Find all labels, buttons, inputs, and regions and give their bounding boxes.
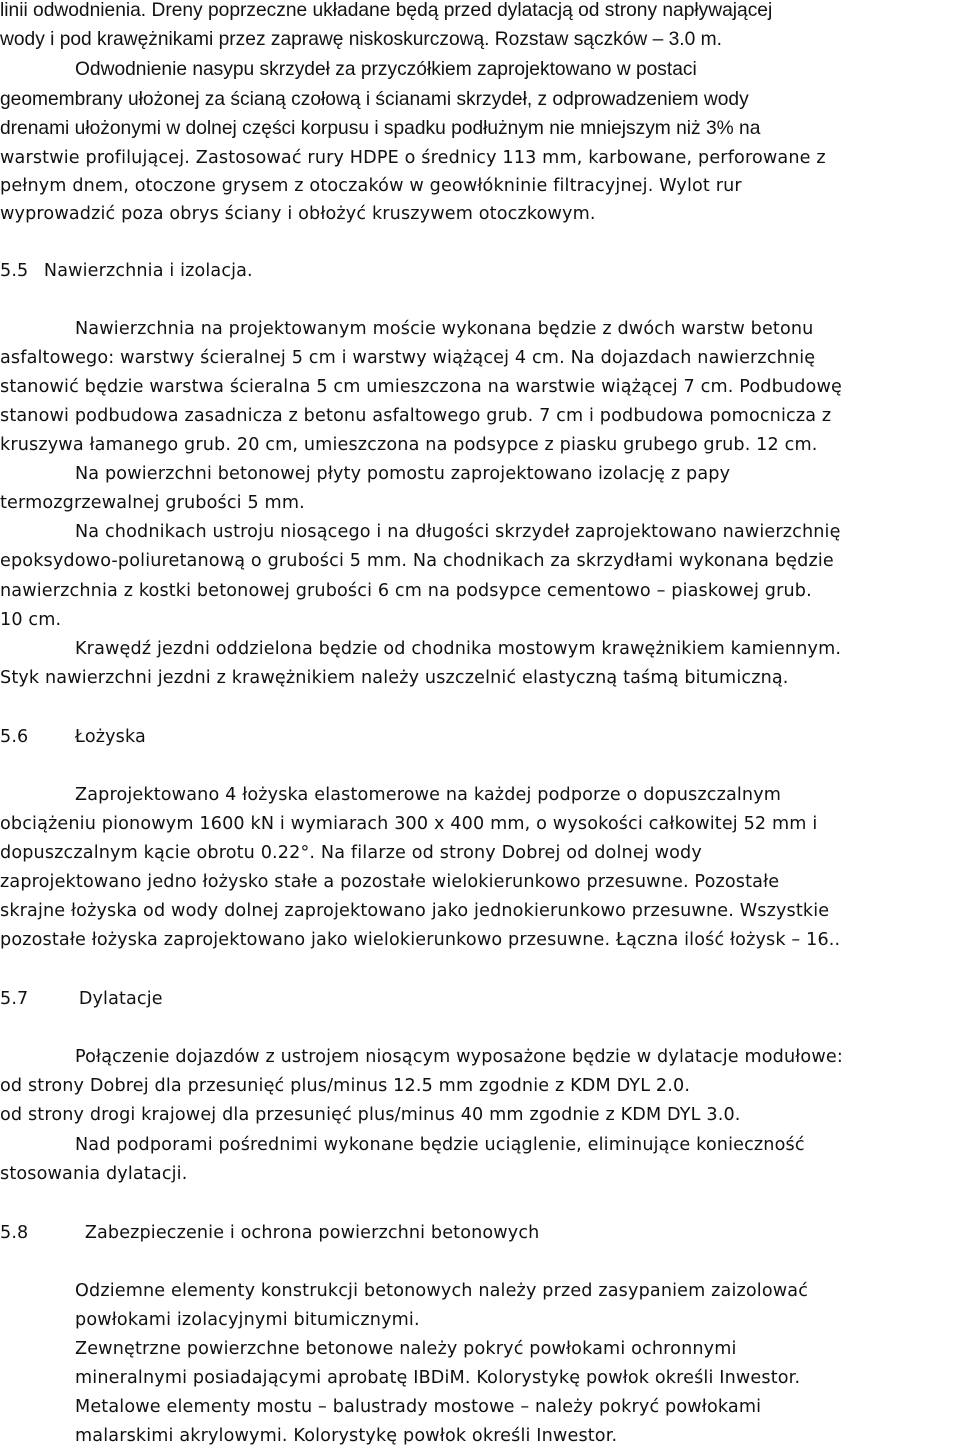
text-line: Zaprojektowano 4 łożyska elastomerowe na każdej podporze o dopuszczalnym xyxy=(75,785,782,805)
text-line: od strony drogi krajowej dla przesunięć plus/minus 40 mm zgodnie z KDM DYL 3.0. xyxy=(0,1105,741,1125)
text-line: epoksydowo-poliuretanową o grubości 5 mm. Na chodnikach za skrzydłami wykonana będzie xyxy=(0,551,834,571)
text-line: pełnym dnem, otoczone grysem z otoczaków w geowłókninie filtracyjnej. Wylot rur xyxy=(0,176,742,196)
text-line: Metalowe elementy mostu – balustrady mostowe – należy pokryć powłokami xyxy=(75,1397,762,1417)
text-line: skrajne łożyska od wody dolnej zaprojektowano jako jednokierunkowo przesuwne. Wszystkie xyxy=(0,901,830,921)
text-line: pozostałe łożyska zaprojektowano jako wielokierunkowo przesuwne. Łączna ilość łożysk – 16.. xyxy=(0,930,841,950)
text-line: Nad podporami pośrednimi wykonane będzie uciąglenie, eliminujące konieczność xyxy=(75,1135,805,1155)
section-title: Łożyska xyxy=(74,727,146,747)
text-line: kruszywa łamanego grub. 20 cm, umieszczona na podsypce z piasku grubego grub. 12 cm. xyxy=(0,435,818,455)
text-line: Odwodnienie nasypu skrzydeł za przyczółkiem zaprojektowano w postaci xyxy=(75,59,697,80)
text-line: od strony Dobrej dla przesunięć plus/minus 12.5 mm zgodnie z KDM DYL 2.0. xyxy=(0,1076,691,1096)
text-line: wody i pod krawężnikami przez zaprawę niskoskurczową. Rozstaw sączków – 3.0 m. xyxy=(0,29,722,50)
text-line: Na chodnikach ustroju niosącego i na długości skrzydeł zaprojektowano nawierzchnię xyxy=(75,522,841,542)
text-line: obciążeniu pionowym 1600 kN i wymiarach 300 x 400 mm, o wysokości całkowitej 52 mm i xyxy=(0,814,818,834)
section-title: Nawierzchnia i izolacja. xyxy=(43,261,253,281)
text-line: powłokami izolacyjnymi bitumicznymi. xyxy=(75,1310,420,1330)
text-line: drenami ułożonymi w dolnej części korpusu i spadku podłużnym nie mniejszym niż 3% na xyxy=(0,118,761,139)
text-line: 10 cm. xyxy=(0,610,62,630)
section-number: 5.8 xyxy=(0,1223,29,1243)
text-line: stanowić będzie warstwa ścieralna 5 cm umieszczona na warstwie wiążącej 7 cm. Podbudowę xyxy=(0,377,842,397)
text-line: dopuszczalnym kącie obrotu 0.22°. Na filarze od strony Dobrej od dolnej wody xyxy=(0,843,702,863)
section-title: Dylatacje xyxy=(78,989,163,1009)
text-line: malarskimi akrylowymi. Kolorystykę powłok określi Inwestor. xyxy=(75,1426,618,1446)
text-line: asfaltowego: warstwy ścieralnej 5 cm i warstwy wiążącej 4 cm. Na dojazdach nawierzchnię xyxy=(0,348,816,368)
section-number: 5.5 xyxy=(0,261,29,281)
text-line: wyprowadzić poza obrys ściany i obłożyć kruszywem otoczkowym. xyxy=(0,204,596,224)
text-line: warstwie profilującej. Zastosować rury HDPE o średnicy 113 mm, karbowane, perforowane z xyxy=(0,148,826,168)
text-line: Krawędź jezdni oddzielona będzie od chodnika mostowym krawężnikiem kamiennym. xyxy=(75,639,842,659)
text-line: linii odwodnienia. Dreny poprzeczne układane będą przed dylatacją od strony napływającej xyxy=(0,0,773,21)
text-line: termozgrzewalnej grubości 5 mm. xyxy=(0,493,305,513)
text-line: Zewnętrzne powierzchne betonowe należy pokryć powłokami ochronnymi xyxy=(75,1339,737,1359)
text-line: geomembrany ułożonej za ścianą czołową i ścianami skrzydeł, z odprowadzeniem wody xyxy=(0,89,749,110)
section-title: Zabezpieczenie i ochrona powierzchni betonowych xyxy=(84,1223,540,1243)
text-line: Nawierzchnia na projektowanym moście wykonana będzie z dwóch warstw betonu xyxy=(75,319,814,339)
text-line: stosowania dylatacji. xyxy=(0,1164,188,1184)
text-line: nawierzchnia z kostki betonowej grubości 6 cm na podsypce cementowo – piaskowej grub. xyxy=(0,581,812,601)
text-line: stanowi podbudowa zasadnicza z betonu asfaltowego grub. 7 cm i podbudowa pomocnicza z xyxy=(0,406,832,426)
text-line: mineralnymi posiadającymi aprobatę IBDiM. Kolorystykę powłok określi Inwestor. xyxy=(75,1368,801,1388)
section-number: 5.6 xyxy=(0,727,29,747)
text-line: zaprojektowano jedno łożysko stałe a pozostałe wielokierunkowo przesuwne. Pozostałe xyxy=(0,872,780,892)
text-line: Odziemne elementy konstrukcji betonowych należy przed zasypaniem zaizolować xyxy=(75,1281,809,1301)
text-line: Styk nawierzchni jezdni z krawężnikiem należy uszczelnić elastyczną taśmą bitumiczną. xyxy=(0,668,789,688)
text-line: Na powierzchni betonowej płyty pomostu zaprojektowano izolację z papy xyxy=(75,464,731,484)
section-number: 5.7 xyxy=(0,989,29,1009)
text-line: Połączenie dojazdów z ustrojem niosącym wyposażone będzie w dylatacje modułowe: xyxy=(75,1047,843,1067)
